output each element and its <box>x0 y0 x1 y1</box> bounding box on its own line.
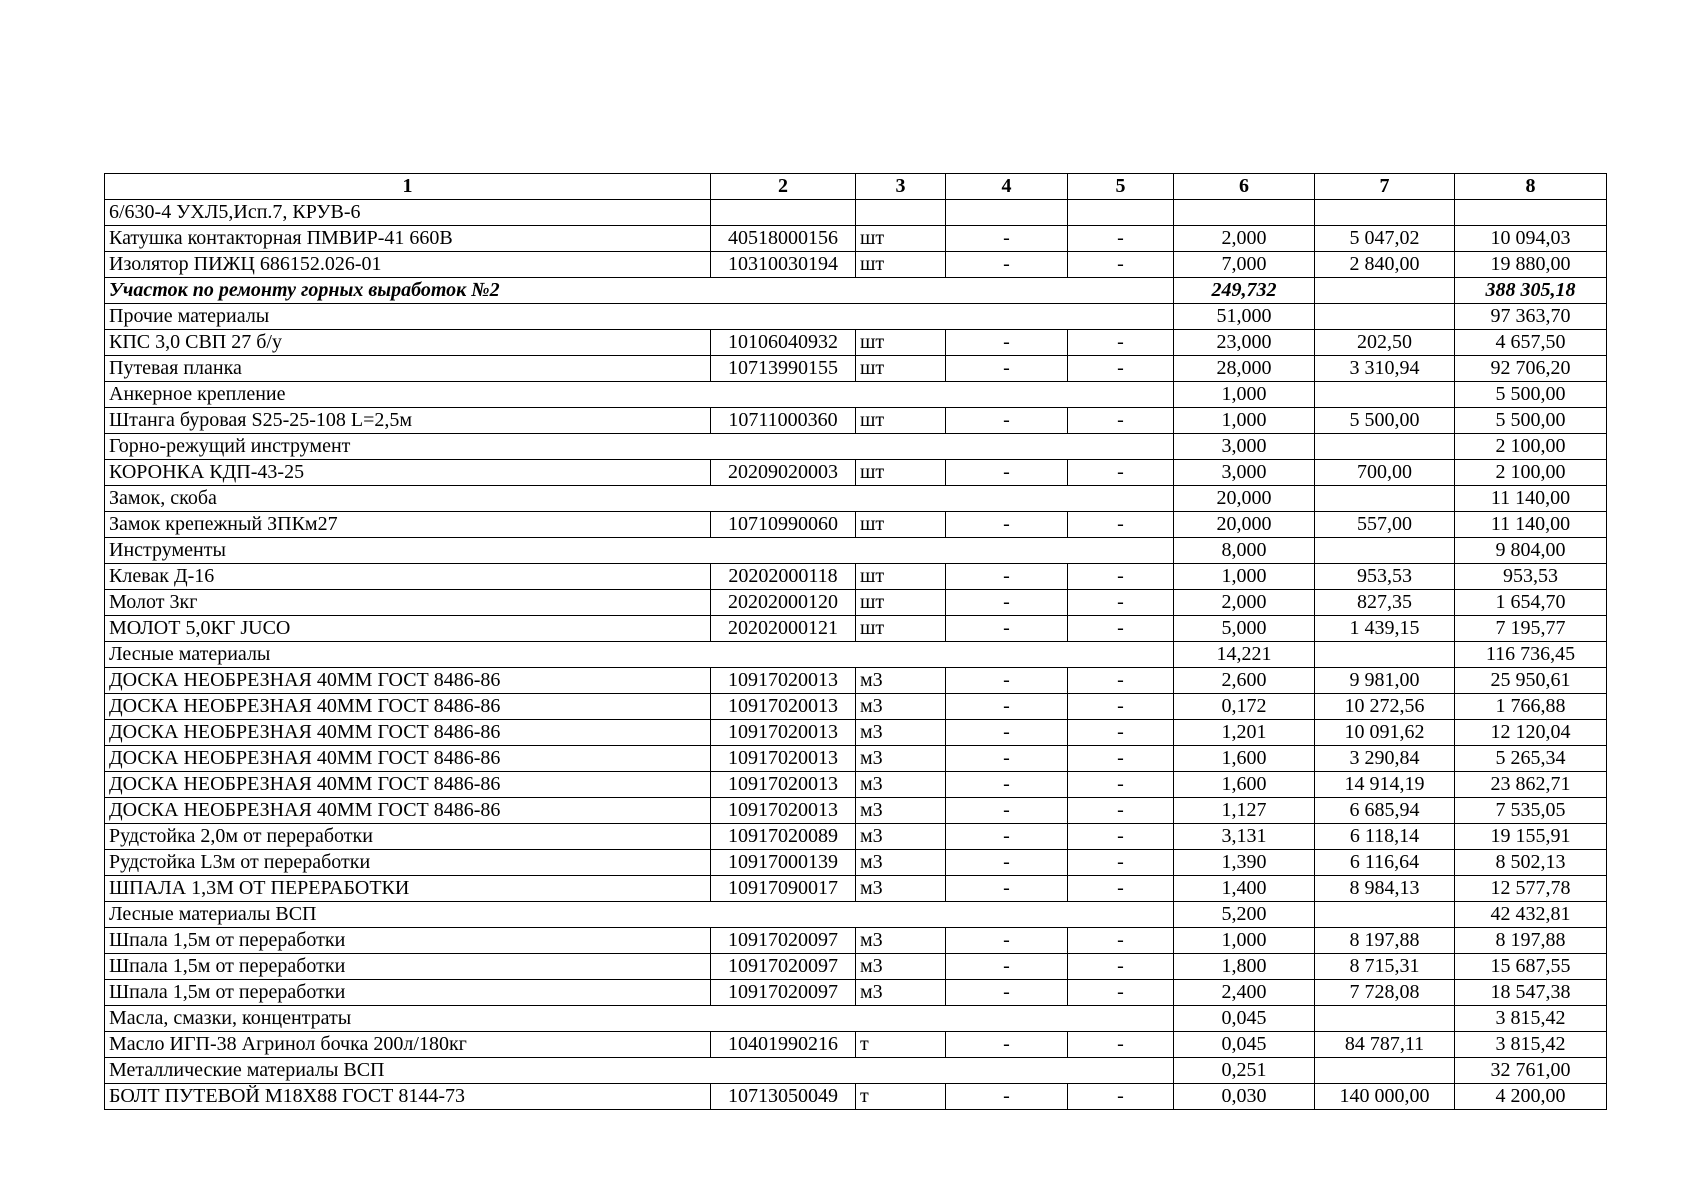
item-unit: шт <box>856 590 946 616</box>
item-quantity: 1,000 <box>1174 408 1315 434</box>
table-row <box>105 824 1607 850</box>
item-col5: - <box>1068 226 1174 252</box>
empty-cell <box>1315 278 1455 304</box>
item-col4: - <box>946 954 1068 980</box>
item-name: Клевак Д-16 <box>105 564 711 590</box>
table-header-row <box>105 174 1607 200</box>
category-quantity: 0,045 <box>1174 1006 1315 1032</box>
item-col4: - <box>946 798 1068 824</box>
item-col5: - <box>1068 772 1174 798</box>
item-unit: м3 <box>856 824 946 850</box>
item-price: 84 787,11 <box>1315 1032 1455 1058</box>
item-col4: - <box>946 512 1068 538</box>
column-header-7: 7 <box>1315 174 1455 200</box>
item-unit: шт <box>856 564 946 590</box>
category-row <box>105 382 1607 408</box>
column-header-1: 1 <box>105 174 711 200</box>
column-header-3: 3 <box>856 174 946 200</box>
category-quantity: 0,251 <box>1174 1058 1315 1084</box>
item-sum: 3 815,42 <box>1455 1032 1607 1058</box>
item-name: Шпала 1,5м от переработки <box>105 928 711 954</box>
item-price: 953,53 <box>1315 564 1455 590</box>
item-unit: шт <box>856 616 946 642</box>
item-name: Изолятор ПИЖЦ 686152.026-01 <box>105 252 711 278</box>
item-sum: 19 155,91 <box>1455 824 1607 850</box>
item-quantity: 1,201 <box>1174 720 1315 746</box>
item-quantity: 5,000 <box>1174 616 1315 642</box>
group-sum: 388 305,18 <box>1455 278 1607 304</box>
table-row <box>105 694 1607 720</box>
category-quantity: 1,000 <box>1174 382 1315 408</box>
item-code: 10710990060 <box>711 512 856 538</box>
item-sum: 953,53 <box>1455 564 1607 590</box>
item-code: 10711000360 <box>711 408 856 434</box>
category-name: Масла, смазки, концентраты <box>105 1006 1174 1032</box>
item-col4: - <box>946 980 1068 1006</box>
item-sum: 1 654,70 <box>1455 590 1607 616</box>
item-price: 3 290,84 <box>1315 746 1455 772</box>
table-row <box>105 1084 1607 1110</box>
category-quantity: 3,000 <box>1174 434 1315 460</box>
item-sum: 19 880,00 <box>1455 252 1607 278</box>
item-quantity: 2,600 <box>1174 668 1315 694</box>
category-sum: 2 100,00 <box>1455 434 1607 460</box>
item-price: 10 091,62 <box>1315 720 1455 746</box>
item-code: 10917020097 <box>711 980 856 1006</box>
item-quantity: 20,000 <box>1174 512 1315 538</box>
item-col4: - <box>946 824 1068 850</box>
column-header-2: 2 <box>711 174 856 200</box>
column-header-4: 4 <box>946 174 1068 200</box>
item-col5: - <box>1068 824 1174 850</box>
category-row <box>105 486 1607 512</box>
item-quantity: 28,000 <box>1174 356 1315 382</box>
item-col4: - <box>946 876 1068 902</box>
item-unit: шт <box>856 512 946 538</box>
empty-cell <box>946 200 1068 226</box>
table-row <box>105 668 1607 694</box>
category-quantity: 5,200 <box>1174 902 1315 928</box>
item-quantity: 3,000 <box>1174 460 1315 486</box>
empty-cell <box>1315 200 1455 226</box>
item-name: ДОСКА НЕОБРЕЗНАЯ 40ММ ГОСТ 8486-86 <box>105 798 711 824</box>
item-quantity: 1,000 <box>1174 928 1315 954</box>
item-name: Масло ИГП-38 Агринол бочка 200л/180кг <box>105 1032 711 1058</box>
item-code: 10106040932 <box>711 330 856 356</box>
item-code: 20209020003 <box>711 460 856 486</box>
item-sum: 15 687,55 <box>1455 954 1607 980</box>
item-col4: - <box>946 330 1068 356</box>
item-unit: м3 <box>856 850 946 876</box>
item-sum: 7 195,77 <box>1455 616 1607 642</box>
item-code: 10401990216 <box>711 1032 856 1058</box>
item-quantity: 0,045 <box>1174 1032 1315 1058</box>
item-col4: - <box>946 720 1068 746</box>
category-sum: 5 500,00 <box>1455 382 1607 408</box>
category-sum: 42 432,81 <box>1455 902 1607 928</box>
item-col5: - <box>1068 980 1174 1006</box>
category-row <box>105 642 1607 668</box>
category-row <box>105 1058 1607 1084</box>
item-price: 7 728,08 <box>1315 980 1455 1006</box>
item-col4: - <box>946 694 1068 720</box>
item-col4: - <box>946 772 1068 798</box>
item-quantity: 1,400 <box>1174 876 1315 902</box>
table-row <box>105 772 1607 798</box>
item-sum: 92 706,20 <box>1455 356 1607 382</box>
item-unit: м3 <box>856 954 946 980</box>
item-price: 2 840,00 <box>1315 252 1455 278</box>
item-name: Рудстойка L3м от переработки <box>105 850 711 876</box>
item-price: 3 310,94 <box>1315 356 1455 382</box>
item-col5: - <box>1068 668 1174 694</box>
table-row <box>105 564 1607 590</box>
item-sum: 12 577,78 <box>1455 876 1607 902</box>
item-unit: м3 <box>856 798 946 824</box>
table-row <box>105 720 1607 746</box>
category-name: Инструменты <box>105 538 1174 564</box>
item-price: 8 984,13 <box>1315 876 1455 902</box>
item-sum: 4 200,00 <box>1455 1084 1607 1110</box>
group-row <box>105 278 1607 304</box>
item-sum: 5 500,00 <box>1455 408 1607 434</box>
empty-cell <box>1315 642 1455 668</box>
item-code: 40518000156 <box>711 226 856 252</box>
table-row <box>105 512 1607 538</box>
empty-cell <box>1068 200 1174 226</box>
item-col4: - <box>946 252 1068 278</box>
item-col4: - <box>946 226 1068 252</box>
item-sum: 8 502,13 <box>1455 850 1607 876</box>
item-unit: м3 <box>856 694 946 720</box>
item-code: 10917020013 <box>711 694 856 720</box>
item-code: 10917020097 <box>711 928 856 954</box>
item-col5: - <box>1068 1032 1174 1058</box>
item-quantity: 2,400 <box>1174 980 1315 1006</box>
empty-cell <box>1174 200 1315 226</box>
item-code: 20202000121 <box>711 616 856 642</box>
empty-cell <box>1315 1058 1455 1084</box>
item-col4: - <box>946 616 1068 642</box>
item-price: 202,50 <box>1315 330 1455 356</box>
item-col5: - <box>1068 564 1174 590</box>
empty-cell <box>1315 1006 1455 1032</box>
item-col5: - <box>1068 330 1174 356</box>
item-name: Шпала 1,5м от переработки <box>105 954 711 980</box>
item-quantity: 1,600 <box>1174 772 1315 798</box>
item-quantity: 1,390 <box>1174 850 1315 876</box>
table-row <box>105 746 1607 772</box>
category-name: Металлические материалы ВСП <box>105 1058 1174 1084</box>
table-row <box>105 408 1607 434</box>
item-price: 8 197,88 <box>1315 928 1455 954</box>
item-unit: шт <box>856 408 946 434</box>
category-quantity: 51,000 <box>1174 304 1315 330</box>
item-code: 10310030194 <box>711 252 856 278</box>
empty-cell <box>856 200 946 226</box>
item-name: БОЛТ ПУТЕВОЙ М18Х88 ГОСТ 8144-73 <box>105 1084 711 1110</box>
table-row <box>105 330 1607 356</box>
item-code: 10917020013 <box>711 772 856 798</box>
item-sum: 23 862,71 <box>1455 772 1607 798</box>
table-row <box>105 954 1607 980</box>
table-row <box>105 356 1607 382</box>
item-price: 6 118,14 <box>1315 824 1455 850</box>
item-col5: - <box>1068 616 1174 642</box>
item-col4: - <box>946 1032 1068 1058</box>
item-col5: - <box>1068 928 1174 954</box>
item-price: 700,00 <box>1315 460 1455 486</box>
item-col4: - <box>946 564 1068 590</box>
item-quantity: 0,172 <box>1174 694 1315 720</box>
empty-cell <box>1315 304 1455 330</box>
item-name: КПС 3,0 СВП 27 б/у <box>105 330 711 356</box>
category-row <box>105 304 1607 330</box>
item-quantity: 1,000 <box>1174 564 1315 590</box>
item-unit: шт <box>856 252 946 278</box>
item-col4: - <box>946 928 1068 954</box>
item-price: 8 715,31 <box>1315 954 1455 980</box>
item-quantity: 2,000 <box>1174 590 1315 616</box>
category-name: Анкерное крепление <box>105 382 1174 408</box>
item-col5: - <box>1068 252 1174 278</box>
item-col5: - <box>1068 746 1174 772</box>
category-row <box>105 902 1607 928</box>
item-code: 10917020013 <box>711 798 856 824</box>
item-sum: 5 265,34 <box>1455 746 1607 772</box>
item-price: 9 981,00 <box>1315 668 1455 694</box>
item-code: 20202000118 <box>711 564 856 590</box>
item-col5: - <box>1068 408 1174 434</box>
empty-cell <box>1315 382 1455 408</box>
item-quantity: 7,000 <box>1174 252 1315 278</box>
item-col4: - <box>946 408 1068 434</box>
item-col5: - <box>1068 1084 1174 1110</box>
item-price: 5 500,00 <box>1315 408 1455 434</box>
category-row <box>105 434 1607 460</box>
item-code: 20202000120 <box>711 590 856 616</box>
item-unit: т <box>856 1032 946 1058</box>
item-price: 6 116,64 <box>1315 850 1455 876</box>
group-name: Участок по ремонту горных выработок №2 <box>105 278 1174 304</box>
item-sum: 10 094,03 <box>1455 226 1607 252</box>
item-quantity: 1,127 <box>1174 798 1315 824</box>
item-name: Штанга буровая S25-25-108 L=2,5м <box>105 408 711 434</box>
category-sum: 9 804,00 <box>1455 538 1607 564</box>
item-code: 10917020013 <box>711 746 856 772</box>
item-code: 10713990155 <box>711 356 856 382</box>
table-row <box>105 226 1607 252</box>
item-col4: - <box>946 850 1068 876</box>
item-quantity: 1,600 <box>1174 746 1315 772</box>
empty-cell <box>1315 434 1455 460</box>
category-quantity: 20,000 <box>1174 486 1315 512</box>
column-header-6: 6 <box>1174 174 1315 200</box>
table-row <box>105 460 1607 486</box>
group-quantity: 249,732 <box>1174 278 1315 304</box>
item-col5: - <box>1068 876 1174 902</box>
item-sum: 7 535,05 <box>1455 798 1607 824</box>
category-quantity: 8,000 <box>1174 538 1315 564</box>
item-col5: - <box>1068 590 1174 616</box>
item-price: 827,35 <box>1315 590 1455 616</box>
category-sum: 3 815,42 <box>1455 1006 1607 1032</box>
context-row <box>105 200 1607 226</box>
item-price: 10 272,56 <box>1315 694 1455 720</box>
empty-cell <box>1455 200 1607 226</box>
category-name: Прочие материалы <box>105 304 1174 330</box>
category-name: Лесные материалы ВСП <box>105 902 1174 928</box>
item-unit: шт <box>856 356 946 382</box>
item-col4: - <box>946 590 1068 616</box>
table-row <box>105 252 1607 278</box>
item-name: Шпала 1,5м от переработки <box>105 980 711 1006</box>
item-unit: т <box>856 1084 946 1110</box>
item-quantity: 1,800 <box>1174 954 1315 980</box>
category-name: Лесные материалы <box>105 642 1174 668</box>
item-col5: - <box>1068 850 1174 876</box>
item-unit: м3 <box>856 980 946 1006</box>
item-col4: - <box>946 1084 1068 1110</box>
item-name: Замок крепежный ЗПКм27 <box>105 512 711 538</box>
category-sum: 97 363,70 <box>1455 304 1607 330</box>
item-price: 140 000,00 <box>1315 1084 1455 1110</box>
item-code: 10917020013 <box>711 720 856 746</box>
item-sum: 4 657,50 <box>1455 330 1607 356</box>
item-col4: - <box>946 460 1068 486</box>
category-quantity: 14,221 <box>1174 642 1315 668</box>
item-name: Молот 3кг <box>105 590 711 616</box>
item-name: КОРОНКА КДП-43-25 <box>105 460 711 486</box>
item-sum: 2 100,00 <box>1455 460 1607 486</box>
item-sum: 18 547,38 <box>1455 980 1607 1006</box>
item-code: 10917000139 <box>711 850 856 876</box>
category-sum: 32 761,00 <box>1455 1058 1607 1084</box>
item-code: 10917020089 <box>711 824 856 850</box>
table-row <box>105 876 1607 902</box>
empty-cell <box>1315 486 1455 512</box>
item-quantity: 3,131 <box>1174 824 1315 850</box>
item-name: ДОСКА НЕОБРЕЗНАЯ 40ММ ГОСТ 8486-86 <box>105 772 711 798</box>
item-code: 10713050049 <box>711 1084 856 1110</box>
table-row <box>105 616 1607 642</box>
item-name: Катушка контакторная ПМВИР-41 660В <box>105 226 711 252</box>
empty-cell <box>1315 902 1455 928</box>
item-code: 10917090017 <box>711 876 856 902</box>
item-quantity: 2,000 <box>1174 226 1315 252</box>
item-col5: - <box>1068 512 1174 538</box>
table-row <box>105 798 1607 824</box>
table-row <box>105 1032 1607 1058</box>
item-code: 10917020097 <box>711 954 856 980</box>
item-unit: шт <box>856 460 946 486</box>
item-price: 5 047,02 <box>1315 226 1455 252</box>
item-name: ДОСКА НЕОБРЕЗНАЯ 40ММ ГОСТ 8486-86 <box>105 694 711 720</box>
item-unit: м3 <box>856 928 946 954</box>
category-sum: 11 140,00 <box>1455 486 1607 512</box>
item-unit: м3 <box>856 746 946 772</box>
item-price: 14 914,19 <box>1315 772 1455 798</box>
item-name: ДОСКА НЕОБРЕЗНАЯ 40ММ ГОСТ 8486-86 <box>105 720 711 746</box>
item-col5: - <box>1068 356 1174 382</box>
item-unit: м3 <box>856 720 946 746</box>
category-name: Замок, скоба <box>105 486 1174 512</box>
item-unit: шт <box>856 330 946 356</box>
item-name: ДОСКА НЕОБРЕЗНАЯ 40ММ ГОСТ 8486-86 <box>105 668 711 694</box>
item-unit: м3 <box>856 668 946 694</box>
item-name: ШПАЛА 1,3М ОТ ПЕРЕРАБОТКИ <box>105 876 711 902</box>
table-row <box>105 590 1607 616</box>
item-col4: - <box>946 356 1068 382</box>
item-col5: - <box>1068 954 1174 980</box>
item-unit: м3 <box>856 772 946 798</box>
item-col5: - <box>1068 460 1174 486</box>
item-quantity: 23,000 <box>1174 330 1315 356</box>
category-row <box>105 538 1607 564</box>
materials-table <box>104 173 1607 1110</box>
item-col4: - <box>946 746 1068 772</box>
item-quantity: 0,030 <box>1174 1084 1315 1110</box>
item-name: Путевая планка <box>105 356 711 382</box>
category-name: Горно-режущий инструмент <box>105 434 1174 460</box>
item-sum: 12 120,04 <box>1455 720 1607 746</box>
item-unit: м3 <box>856 876 946 902</box>
table-row <box>105 980 1607 1006</box>
item-unit: шт <box>856 226 946 252</box>
column-header-8: 8 <box>1455 174 1607 200</box>
item-price: 6 685,94 <box>1315 798 1455 824</box>
item-name: Рудстойка 2,0м от переработки <box>105 824 711 850</box>
column-header-5: 5 <box>1068 174 1174 200</box>
item-code: 10917020013 <box>711 668 856 694</box>
empty-cell <box>711 200 856 226</box>
item-col5: - <box>1068 720 1174 746</box>
row-name: 6/630-4 УХЛ5,Исп.7, КРУВ-6 <box>105 200 711 226</box>
item-name: МОЛОТ 5,0КГ JUCO <box>105 616 711 642</box>
item-sum: 11 140,00 <box>1455 512 1607 538</box>
empty-cell <box>1315 538 1455 564</box>
item-sum: 25 950,61 <box>1455 668 1607 694</box>
item-price: 1 439,15 <box>1315 616 1455 642</box>
table-row <box>105 928 1607 954</box>
item-col4: - <box>946 668 1068 694</box>
category-sum: 116 736,45 <box>1455 642 1607 668</box>
category-row <box>105 1006 1607 1032</box>
item-sum: 8 197,88 <box>1455 928 1607 954</box>
item-price: 557,00 <box>1315 512 1455 538</box>
item-name: ДОСКА НЕОБРЕЗНАЯ 40ММ ГОСТ 8486-86 <box>105 746 711 772</box>
item-col5: - <box>1068 694 1174 720</box>
table-row <box>105 850 1607 876</box>
item-sum: 1 766,88 <box>1455 694 1607 720</box>
item-col5: - <box>1068 798 1174 824</box>
